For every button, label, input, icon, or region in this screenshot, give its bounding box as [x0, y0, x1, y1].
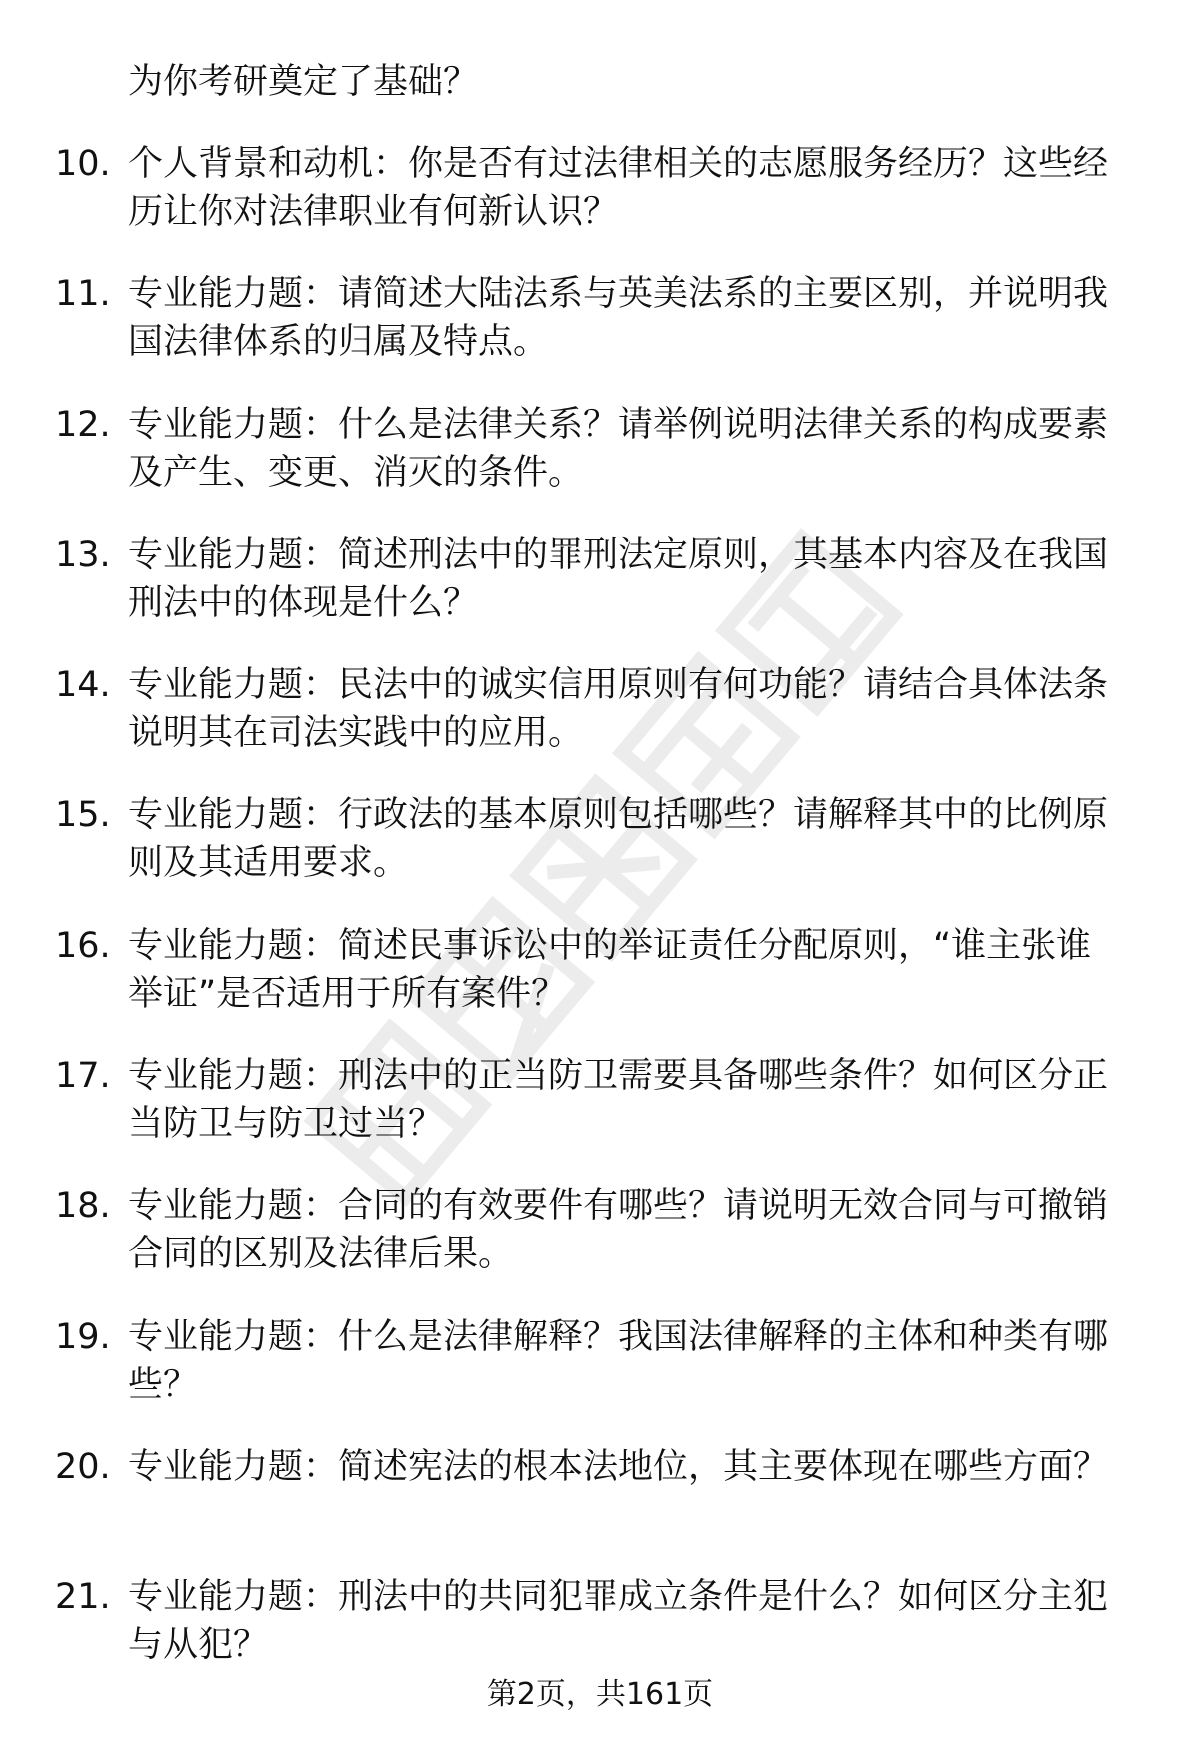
- question-item-20: [0, 1443, 1200, 1573]
- question-text: [128, 140, 1138, 236]
- question-list: [0, 140, 1200, 1704]
- question-line: 专业能力题：请简述大陆法系与英美法系的主要区别，并说明我: [128, 274, 1109, 315]
- question-number: 14.: [55, 665, 111, 706]
- question-item-14: [0, 661, 1200, 791]
- continued-question-text: 为你考研奠定了基础？: [128, 62, 479, 102]
- question-text: [128, 270, 1138, 366]
- question-line: 刑法中的体现是什么？: [128, 582, 479, 623]
- question-line: 专业能力题：什么是法律解释？我国法律解释的主体和种类有哪: [128, 1316, 1109, 1357]
- question-item-10: [0, 140, 1200, 270]
- question-line: 合同的区别及法律后果。: [128, 1234, 514, 1275]
- question-text: [128, 1443, 1138, 1491]
- question-number: 12.: [55, 404, 111, 445]
- question-number: 10.: [55, 144, 111, 184]
- question-line: 及产生、变更、消灭的条件。: [128, 452, 584, 493]
- question-item-13: [0, 531, 1200, 661]
- question-line: 则及其适用要求。: [128, 843, 409, 884]
- question-line: 专业能力题：刑法中的正当防卫需要具备哪些条件？如何区分正: [128, 1056, 1109, 1097]
- question-number: 19.: [55, 1316, 111, 1357]
- page-footer: 第2页，共161页: [486, 1677, 714, 1712]
- question-text: [128, 401, 1138, 497]
- question-text: [128, 1052, 1138, 1148]
- question-line: 专业能力题：行政法的基本原则包括哪些？请解释其中的比例原: [128, 795, 1109, 836]
- question-line: 当防卫与防卫过当？: [128, 1104, 444, 1145]
- question-number: 11.: [55, 274, 111, 315]
- question-line: 与从犯？: [128, 1625, 269, 1666]
- question-line: 历让你对法律职业有何新认识？: [128, 192, 619, 232]
- question-text: [128, 661, 1138, 757]
- question-line: 专业能力题：刑法中的共同犯罪成立条件是什么？如何区分主犯: [128, 1577, 1109, 1618]
- question-item-15: [0, 791, 1200, 921]
- question-line: 国法律体系的归属及特点。: [128, 322, 549, 363]
- question-number: 21.: [55, 1577, 111, 1618]
- question-number: 18.: [55, 1186, 111, 1227]
- question-item-19: [0, 1313, 1200, 1443]
- question-line: 说明其在司法实践中的应用。: [128, 713, 584, 754]
- question-text: [128, 922, 1138, 1018]
- question-text: [128, 531, 1138, 627]
- question-line: 举证”是否适用于所有案件？: [128, 973, 567, 1014]
- question-item-11: [0, 270, 1200, 400]
- question-line: 个人背景和动机：你是否有过法律相关的志愿服务经历？这些经: [128, 144, 1109, 184]
- question-number: 16.: [55, 925, 111, 966]
- question-line: 专业能力题：简述民事诉讼中的举证责任分配原则，“谁主张谁: [128, 925, 1092, 966]
- question-number: 15.: [55, 795, 111, 836]
- question-line: 专业能力题：合同的有效要件有哪些？请说明无效合同与可撤销: [128, 1186, 1109, 1227]
- question-line: 专业能力题：什么是法律关系？请举例说明法律关系的构成要素: [128, 404, 1109, 445]
- question-number: 20.: [55, 1446, 111, 1487]
- question-text: [128, 1573, 1138, 1669]
- question-text: [128, 791, 1138, 887]
- question-number: 17.: [55, 1056, 111, 1097]
- question-item-12: [0, 401, 1200, 531]
- question-line: 专业能力题：简述宪法的根本法地位，其主要体现在哪些方面？: [128, 1446, 1109, 1487]
- question-item-17: [0, 1052, 1200, 1182]
- question-item-16: [0, 922, 1200, 1052]
- question-number: 13.: [55, 534, 111, 575]
- question-item-18: [0, 1182, 1200, 1312]
- question-text: [128, 1313, 1138, 1409]
- question-line: 专业能力题：民法中的诚实信用原则有何功能？请结合具体法条: [128, 665, 1109, 706]
- question-text: [128, 1182, 1138, 1278]
- question-line: 些？: [128, 1364, 199, 1405]
- question-line: 专业能力题：简述刑法中的罪刑法定原则，其基本内容及在我国: [128, 534, 1109, 575]
